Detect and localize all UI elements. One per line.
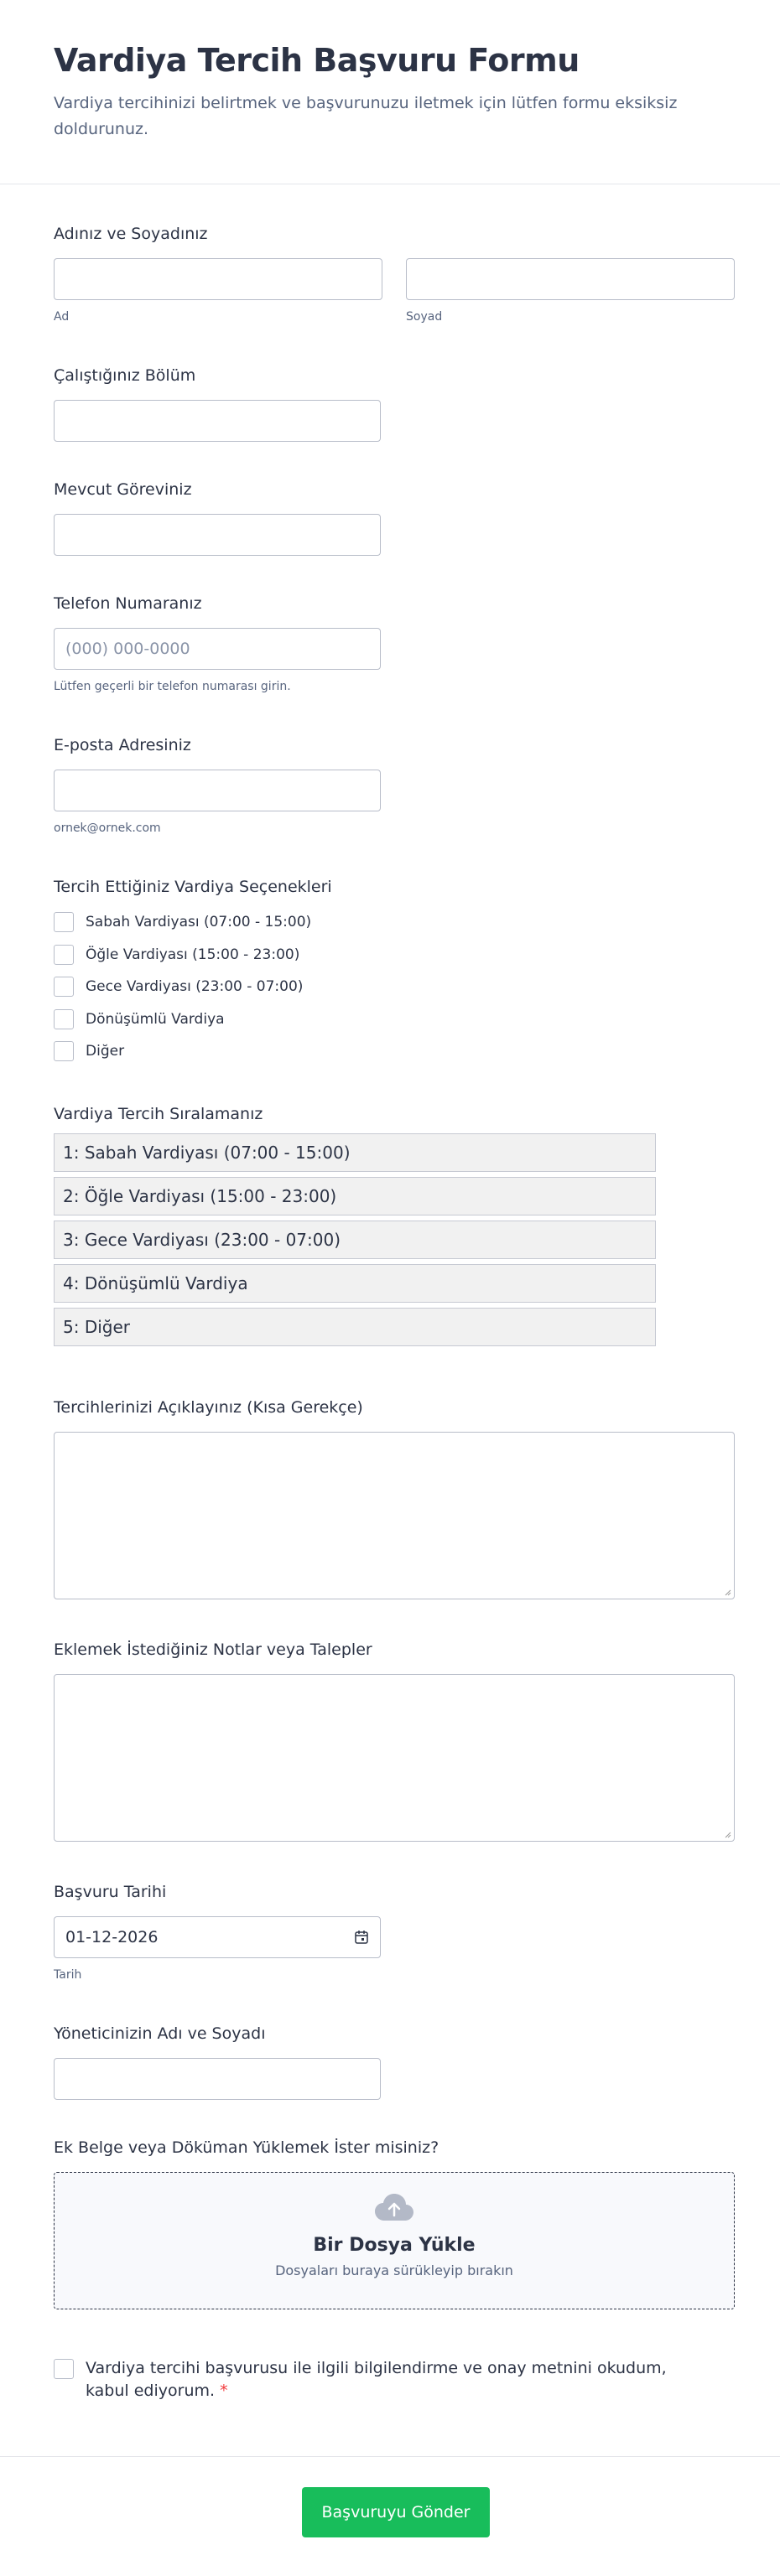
shift-option[interactable] bbox=[54, 939, 332, 972]
first-name-input[interactable] bbox=[54, 258, 382, 300]
notes-textarea[interactable] bbox=[54, 1674, 735, 1842]
ranking-item[interactable]: 3: Gece Vardiyası (23:00 - 07:00) bbox=[54, 1221, 656, 1259]
manager-input[interactable] bbox=[54, 2058, 381, 2100]
notes-field bbox=[54, 1640, 735, 1842]
upload-label: Ek Belge veya Döküman Yüklemek İster misiniz? bbox=[54, 2138, 439, 2157]
shift-option-label: Öğle Vardiyası (15:00 - 23:00) bbox=[86, 946, 300, 963]
upload-field bbox=[54, 2138, 735, 2309]
last-name-sublabel: Soyad bbox=[406, 310, 443, 324]
email-input[interactable] bbox=[54, 770, 381, 811]
date-field bbox=[54, 1883, 381, 1982]
consent-label: Vardiya tercihi başvurusu ile ilgili bilgilendirme ve onay metnini okudum, kabul ediyorum. bbox=[86, 2359, 667, 2400]
form-footer bbox=[0, 2456, 780, 2576]
email-label: E-posta Adresiniz bbox=[54, 736, 191, 754]
shift-option[interactable] bbox=[54, 1003, 332, 1036]
reason-label: Tercihlerinizi Açıklayınız (Kısa Gerekçe) bbox=[54, 1398, 363, 1417]
shift-option-label: Gece Vardiyası (23:00 - 07:00) bbox=[86, 978, 304, 996]
consent-checkbox[interactable] bbox=[54, 2359, 74, 2379]
ranking-field bbox=[54, 1105, 656, 1351]
submit-button[interactable]: Başvuruyu Gönder bbox=[302, 2487, 490, 2537]
phone-field bbox=[54, 594, 381, 693]
ranking-item[interactable]: 5: Diğer bbox=[54, 1308, 656, 1346]
date-label: Başvuru Tarihi bbox=[54, 1883, 167, 1901]
form-header bbox=[0, 0, 780, 184]
position-field bbox=[54, 480, 381, 556]
department-input[interactable] bbox=[54, 400, 381, 442]
shift-option[interactable] bbox=[54, 1035, 332, 1068]
ranking-label: Vardiya Tercih Sıralamanız bbox=[54, 1105, 263, 1123]
date-value: 01-12-2026 bbox=[65, 1928, 159, 1946]
phone-sublabel: Lütfen geçerli bir telefon numarası girin. bbox=[54, 680, 291, 693]
first-name-sublabel: Ad bbox=[54, 310, 70, 324]
shift-option[interactable] bbox=[54, 971, 332, 1003]
ranking-item[interactable]: 4: Dönüşümlü Vardiya bbox=[54, 1264, 656, 1303]
name-field bbox=[54, 225, 735, 324]
last-name-input[interactable] bbox=[406, 258, 735, 300]
checkbox[interactable] bbox=[54, 912, 74, 932]
notes-label: Eklemek İstediğiniz Notlar veya Talepler bbox=[54, 1640, 372, 1659]
consent-field bbox=[54, 2357, 691, 2402]
upload-subtitle: Dosyaları buraya sürükleyip bırakın bbox=[275, 2262, 513, 2278]
checkbox[interactable] bbox=[54, 945, 74, 965]
shift-option[interactable] bbox=[54, 906, 332, 939]
page-subtitle: Vardiya tercihinizi belirtmek ve başvurunuzu iletmek için lütfen formu eksiksiz doldurunuz. bbox=[54, 94, 678, 138]
shift-options-field bbox=[54, 878, 332, 1068]
page-title: Vardiya Tercih Başvuru Formu bbox=[54, 42, 580, 79]
shift-option-label: Dönüşümlü Vardiya bbox=[86, 1010, 225, 1028]
checkbox[interactable] bbox=[54, 977, 74, 997]
position-label: Mevcut Göreviniz bbox=[54, 480, 192, 499]
reason-field bbox=[54, 1398, 735, 1599]
manager-label: Yöneticinizin Adı ve Soyadı bbox=[54, 2024, 266, 2043]
resize-handle-icon[interactable] bbox=[723, 1830, 731, 1838]
reason-textarea[interactable] bbox=[54, 1432, 735, 1599]
shift-option-label: Diğer bbox=[86, 1043, 125, 1060]
shift-options-label: Tercih Ettiğiniz Vardiya Seçenekleri bbox=[54, 878, 332, 896]
cloud-upload-icon bbox=[374, 2193, 414, 2221]
department-field bbox=[54, 366, 381, 442]
phone-label: Telefon Numaranız bbox=[54, 594, 202, 613]
checkbox[interactable] bbox=[54, 1009, 74, 1029]
calendar-icon[interactable] bbox=[354, 1930, 369, 1945]
checkbox[interactable] bbox=[54, 1041, 74, 1061]
ranking-item[interactable]: 2: Öğle Vardiyası (15:00 - 23:00) bbox=[54, 1177, 656, 1215]
upload-title: Bir Dosya Yükle bbox=[313, 2235, 476, 2256]
manager-field bbox=[54, 2024, 381, 2100]
file-upload-dropzone[interactable] bbox=[54, 2172, 735, 2309]
phone-input[interactable]: (000) 000-0000 bbox=[54, 628, 381, 670]
date-sublabel: Tarih bbox=[54, 1968, 82, 1982]
email-sublabel: ornek@ornek.com bbox=[54, 822, 161, 835]
required-mark: * bbox=[220, 2382, 228, 2400]
name-label: Adınız ve Soyadınız bbox=[54, 225, 208, 243]
department-label: Çalıştığınız Bölüm bbox=[54, 366, 196, 385]
resize-handle-icon[interactable] bbox=[723, 1588, 731, 1596]
ranking-item[interactable]: 1: Sabah Vardiyası (07:00 - 15:00) bbox=[54, 1133, 656, 1172]
consent-text bbox=[86, 2357, 691, 2402]
date-input[interactable] bbox=[54, 1916, 381, 1958]
position-input[interactable] bbox=[54, 514, 381, 556]
shift-option-label: Sabah Vardiyası (07:00 - 15:00) bbox=[86, 914, 312, 931]
email-field bbox=[54, 736, 381, 835]
